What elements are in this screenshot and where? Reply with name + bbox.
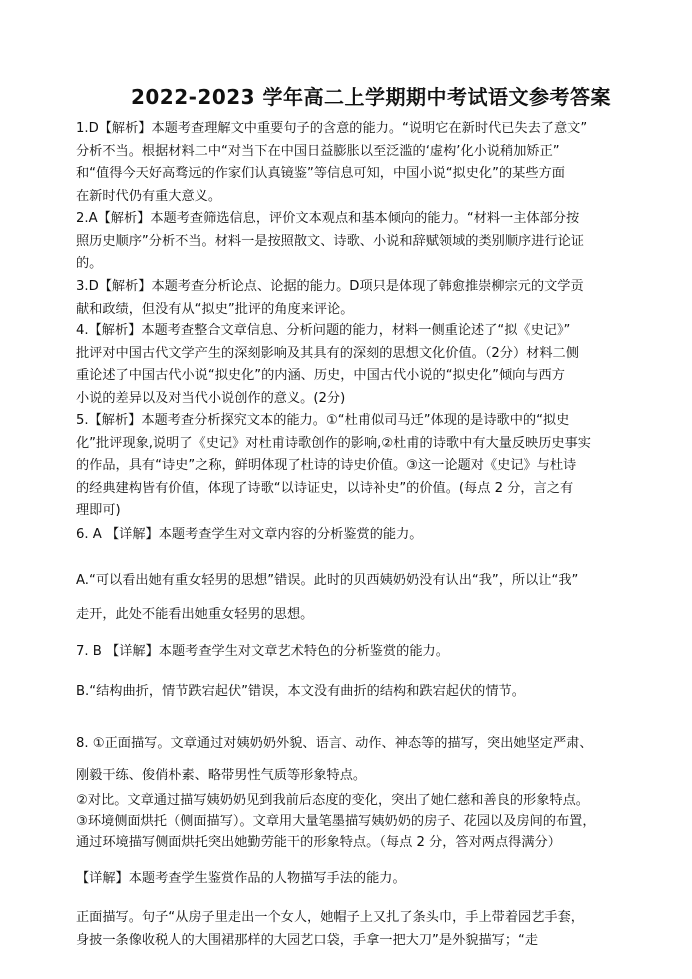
page-title: 2022-2023 学年高二上学期期中考试语文参考答案: [130, 85, 612, 109]
answer-2-line: 照历史顺序”分析不当。材料一是按照散文、诗歌、小说和辞赋领域的类别顺序进行论证: [76, 233, 584, 249]
answer-8-line: ③环境侧面烘托（侧面描写）。文章用大量笔墨描写姨奶奶的房子、花园以及房间的布置，: [76, 814, 596, 829]
answer-8-line: 8. ①正面描写。文章通过对姨奶奶外貌、语言、动作、神态等的描写，突出她坚定严肃、: [76, 736, 593, 751]
answer-5-line: 的经典建构皆有价值，体现了诗歌“以诗证史，以诗补史”的价值。(每点 2 分，言之有: [76, 480, 574, 496]
answer-8-line: 刚毅干练、俊俏朴素、略带男性气质等形象特点。: [76, 768, 367, 783]
answer-8-line: ②对比。文章通过描写姨奶奶见到我前后态度的变化，突出了她仁慈和善良的形象特点。: [76, 793, 589, 808]
answer-3-line: 3.D【解析】本题考查分析论点、论据的能力。D项只是体现了韩愈推崇柳宗元的文学贡: [76, 279, 584, 294]
answer-8-first: [76, 728, 624, 792]
answer-4: [76, 320, 624, 410]
answer-5-line: 5.【解析】本题考查分析探究文本的能力。①“杜甫似司马迁”体现的是诗歌中的“拟史: [76, 413, 570, 428]
answer-6-heading: 6. A 【详解】本题考查学生对文章内容的分析鉴赏的能力。: [76, 527, 423, 542]
answer-1-line: 在新时代仍有重大意义。: [76, 188, 222, 204]
answer-5: [76, 410, 624, 523]
answer-4-line: 重论述了中国古代小说“拟史化”的内涵、历史，中国古代小说的“拟史化”倾向与西方: [76, 368, 565, 383]
answer-5-line: 理即可): [76, 503, 121, 518]
answer-4-line: 小说的差异以及对当代小说创作的意义。(2分): [76, 390, 346, 406]
answer-2: [76, 208, 624, 276]
answer-1: [76, 118, 624, 208]
answer-6-line: A.“可以看出她有重女轻男的思想”错误。此时的贝西姨奶奶没有认出“我”，所以让“我”: [76, 573, 579, 588]
answer-5-line: 的作品，具有“诗史”之称，鲜明体现了杜诗的诗史价值。③这一论题对《史记》与杜诗: [76, 458, 577, 473]
answer-6-line: 走开，此处不能看出她重女轻男的思想。: [76, 607, 314, 622]
answer-8-analysis-line: 正面描写。句子“从房子里走出一个女人，她帽子上又扎了条头巾，手上带着园艺手套，: [76, 910, 584, 925]
answer-8-rest: [76, 790, 624, 853]
answer-1-line: 和“值得今天好高骛远的作家们认真镜鉴”等信息可知，中国小说“拟史化”的某些方面: [76, 166, 565, 181]
answer-2-line: 2.A【解析】本题考查筛选信息，评价文本观点和基本倾向的能力。“材料一主体部分按: [76, 211, 580, 226]
answer-1-line: 1.D【解析】本题考查理解文中重要句子的含意的能力。“说明它在新时代已失去了意文”: [76, 121, 588, 136]
answer-4-line: 4.【解析】本题考查整合文章信息、分析问题的能力，材料一侧重论述了“拟《史记》”: [76, 323, 571, 338]
answer-3-line: 献和政绩，但没有从“拟史”批评的角度来评论。: [76, 301, 354, 317]
answer-2-line: 的。: [76, 256, 103, 271]
answer-1-line: 分析不当。根据材料二中“对当下在中国日益膨胀以至泛滥的‘虚构’化小说稍加矫正”: [76, 143, 560, 159]
answer-4-line: 批评对中国古代文学产生的深刻影响及其具有的深刻的思想文化价值。（2分）材料二侧: [76, 345, 579, 361]
answer-7-body: B.“结构曲折，情节跌宕起伏”错误，本文没有曲折的结构和跌宕起伏的情节。: [76, 684, 525, 699]
answer-8-analysis-line: 身披一条像收税人的大围裙那样的大园艺口袋，手拿一把大刀”是外貌描写；“走: [76, 933, 539, 948]
answer-6-body: [76, 564, 624, 632]
answer-3: [76, 276, 624, 321]
answer-8-line: 通过环境描写侧面烘托突出她勤劳能干的形象特点。（每点 2 分，答对两点得满分）: [76, 835, 561, 850]
answer-5-line: 化”批评现象,说明了《史记》对杜甫诗歌创作的影响,②杜甫的诗歌中有大量反映历史事实: [76, 435, 591, 451]
answer-7-heading: 7. B 【详解】本题考查学生对文章艺术特色的分析鉴赏的能力。: [76, 644, 449, 659]
answer-8-analysis: [76, 906, 624, 952]
answer-8-detail-heading: 【详解】本题考查学生鉴赏作品的人物描写手法的能力。: [76, 871, 406, 886]
